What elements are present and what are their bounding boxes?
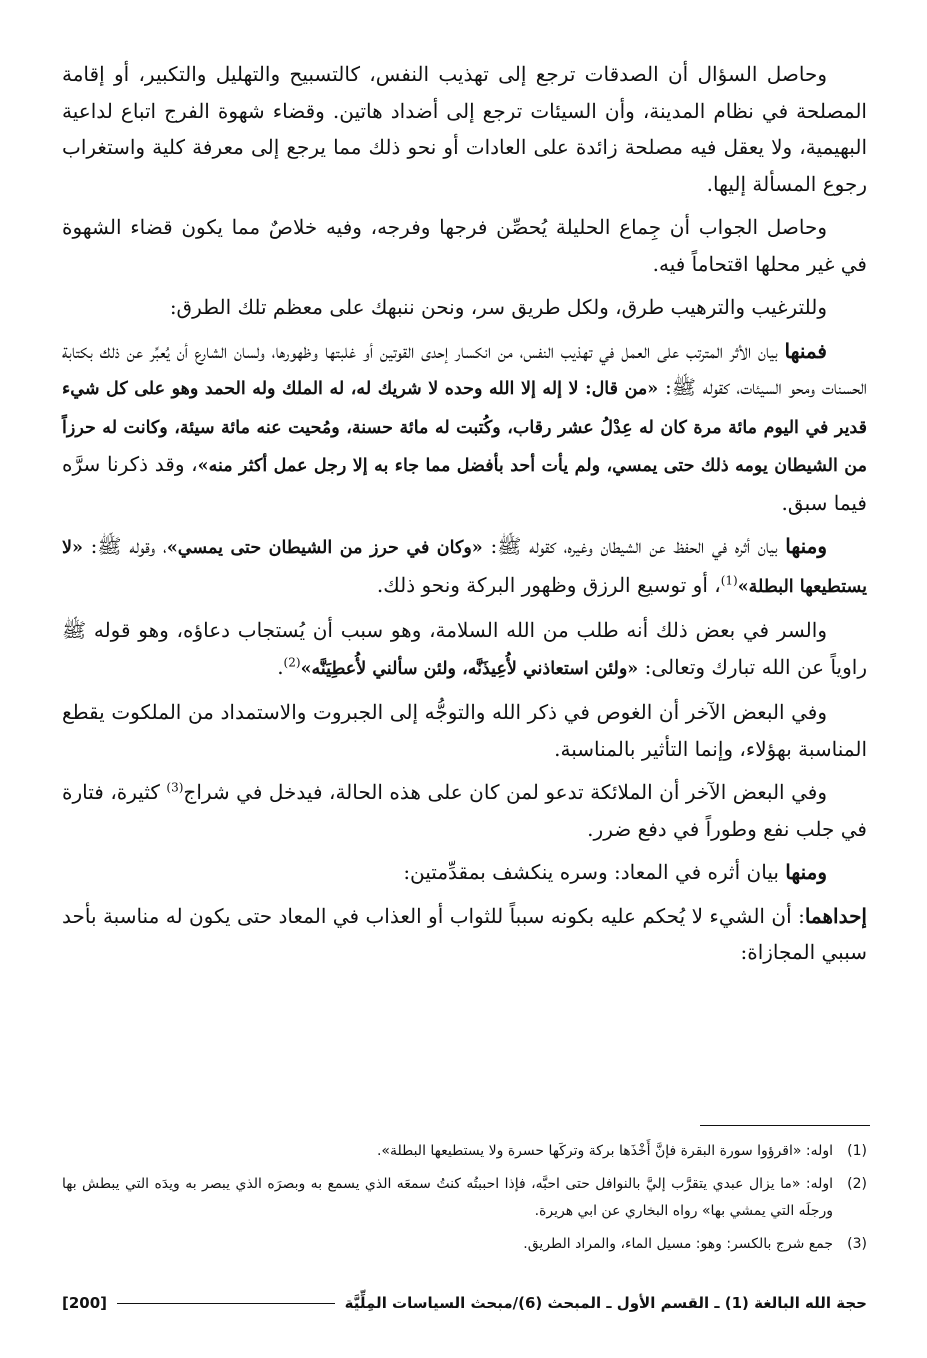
paragraph-9-lead: ومنها: [785, 860, 827, 884]
paragraph-6-quote: «ولئن استعاذني لأُعِيذَنَّه، ولئن سألني لأُعطِيَنَّه»: [300, 658, 639, 679]
paragraph-5-mid: ، وقوله ﷺ:: [82, 534, 167, 558]
paragraph-2: [62, 209, 867, 282]
footnote-3-text: جمع شرج بالكسر: وهو: مسيل الماء، والمراد الطريق.: [523, 1236, 833, 1252]
paragraph-8-text: وفي البعض الآخر أن الملائكة تدعو لمن كان على هذه الحالة، فيدخل في شراج: [183, 780, 827, 804]
page-number: [200]: [62, 1294, 108, 1312]
paragraph-8: [62, 774, 867, 847]
footnote-1-text: اوله: «اقرؤوا سورة البقرة فإنَّ أَخْذَها بركة وتركَها حسرة ولا يستطيعها البطلة».: [376, 1143, 833, 1159]
footnote-ref-3[interactable]: (3): [166, 780, 184, 795]
paragraph-3: [62, 289, 867, 326]
paragraph-3-text: وللترغيب والترهيب طرق، ولكل طريق سر، ونحن ننبهك على معظم تلك الطرق:: [169, 295, 827, 319]
paragraph-5-text: بيان أثره في الحفظ عن الشيطان وغيره، كقوله ﷺ:: [482, 534, 786, 558]
paragraph-7: [62, 694, 867, 767]
paragraph-2-text: وحاصل الجواب أن جِماع الحليلة يُحصِّن فرجها وفرجه، وفيه خلاصٌ مما يكون قضاء الشهوة في غير محلها اقتحاماً فيه.: [62, 215, 867, 276]
paragraph-5-quote-2: «لا يستطيعها البطلة»: [62, 538, 867, 597]
footnote-ref-2[interactable]: (2): [283, 654, 301, 669]
paragraph-8-tail: كثيرة، فتارة في جلب نفع وطوراً في دفع ضرر.: [62, 780, 867, 841]
paragraph-4: [62, 333, 867, 522]
paragraph-4-lead: فمنها: [784, 338, 827, 363]
footnote-3-number: (3): [847, 1236, 867, 1252]
footnote-divider: [700, 1125, 870, 1126]
footnote-2-text: اوله: «ما يزال عبدي يتقرَّب إليَّ بالنوافل حتى احبَّه، فإذا احببتُه كنتُ سمعَه الذي يسمع به وبصرَه الذي يبصر به ويدَه التي يبطش بها ورجلَه التي يمشي بها» رواه البخاري عن ابي هريرة.: [62, 1176, 833, 1219]
paragraph-4-quote: «من قال: لا إله إلا الله وحده لا شريك له، له الملك وله الحمد وهو على كل شيء قدير في اليوم مائة مرة كان له عِدْلُ عشر رقاب، وكُتبت له مائة حسنة، ومُحيت عنه مائة سيئة، وكانت له حرزاً من الشيطان يومه ذلك حتى يمسي، ولم يأت أحد بأفضل مما جاء به إلا رجل عمل أكثر منه»: [62, 379, 867, 476]
footnote-3: [62, 1231, 867, 1258]
paragraph-6-tail: .: [277, 654, 284, 679]
footnote-2: [62, 1171, 867, 1225]
paragraph-5-tail: ، أو توسيع الرزق وظهور البركة ونحو ذلك.: [376, 572, 721, 597]
paragraph-5-lead: ومنها: [785, 534, 828, 558]
paragraph-10-text: : أن الشيء لا يُحكم عليه بكونه سبباً للثواب أو العذاب في المعاد حتى يكون له مناسبة بأحد سببي المجازاة:: [62, 903, 867, 964]
paragraph-1: [62, 56, 867, 202]
paragraph-9: [62, 854, 867, 891]
paragraph-4-tail: ، وقد ذكرنا سرَّه فيما سبق.: [62, 452, 867, 515]
footnotes: [62, 1138, 867, 1264]
paragraph-4-text: بيان الأثر المترتب على العمل في تهذيب النفس، من انكسار إحدى القوتين أو غلبتها وظهورها، ولسان الشارع أن يُعبِّر عن ذلك بكتابة الحسنات ومحو السيئات، كقوله ﷺ:: [62, 338, 867, 399]
paragraph-10-lead: إحداهما: [804, 903, 867, 928]
paragraph-5: [62, 528, 867, 605]
page-footer: [62, 1294, 867, 1312]
paragraph-6: [62, 612, 867, 687]
paragraph-1-text: وحاصل السؤال أن الصدقات ترجع إلى تهذيب النفس، كالتسبيح والتهليل والتكبير، أو إقامة المصلحة في نظام المدينة، وأن السيئات ترجع إلى أضداد هاتين. وقضاء شهوة الفرج اتباع لداعية البهيمية، ولا يعقل فيه مصلحة زائدة على العادات أو نحو ذلك مما يرجع إلى معرفة كلية واستغراب رجوع المسألة إليها.: [62, 62, 867, 196]
footnote-2-number: (2): [847, 1176, 867, 1192]
paragraph-7-text: وفي البعض الآخر أن الغوص في ذكر الله والتوجُّه إلى الجبروت والاستمداد من الملكوت يقطع المناسبة بهؤلاء، وإنما التأثير بالمناسبة.: [62, 700, 867, 761]
footnote-1: [62, 1138, 867, 1165]
main-text: [62, 56, 867, 978]
footnote-ref-1[interactable]: (1): [720, 572, 738, 587]
paragraph-5-quote: «وكان في حرز من الشيطان حتى يمسي»: [166, 538, 483, 558]
paragraph-6-text: والسر في بعض ذلك أنه طلب من الله السلامة، وهو سبب أن يُستجاب دعاؤه، وهو قوله ﷺ راوياً عن الله تبارك وتعالى:: [62, 618, 867, 679]
paragraph-9-text: بيان أثره في المعاد: وسره ينكشف بمقدِّمتين:: [403, 860, 786, 884]
footnote-1-number: (1): [847, 1143, 867, 1159]
footer-rule: [117, 1303, 335, 1304]
paragraph-10: [62, 898, 867, 971]
running-title: حجة الله البالغة (1) ـ القسم الأول ـ المبحث (6)/مبحث السياسات المِلِّيَّة: [344, 1294, 867, 1312]
